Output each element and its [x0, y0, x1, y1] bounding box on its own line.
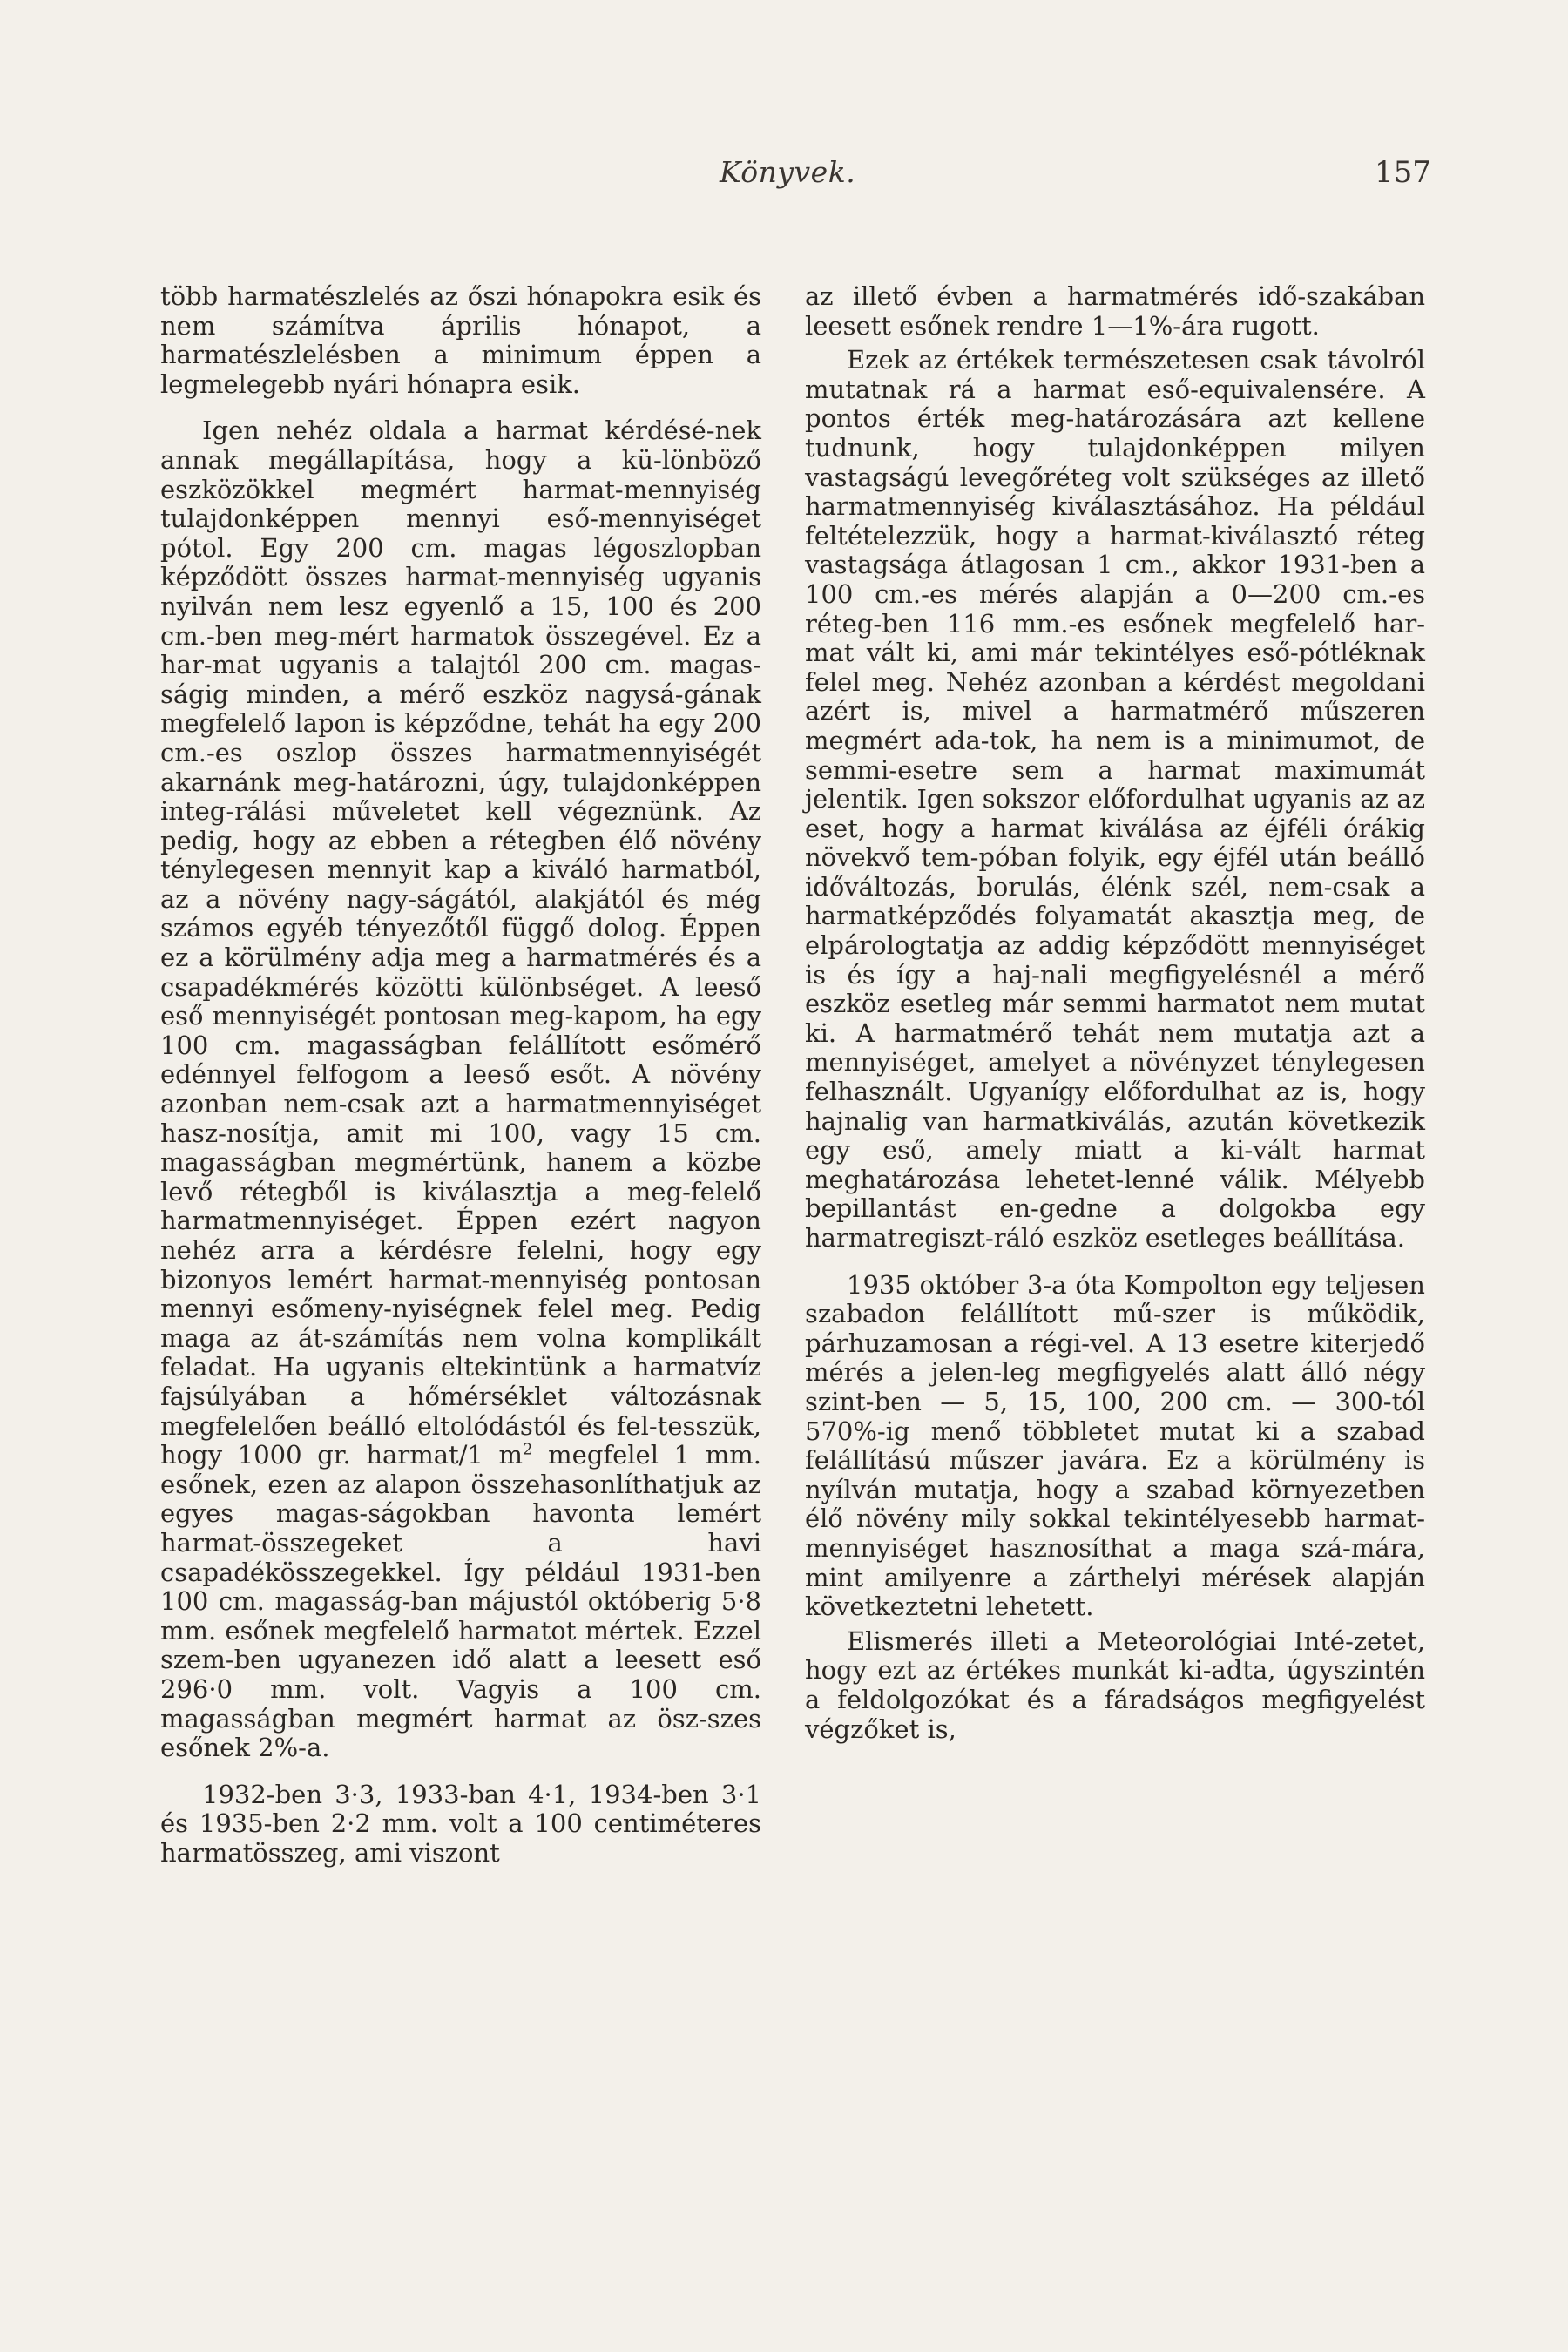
right-column: [805, 282, 1425, 1744]
left-paragraph-1: több harmatészlelés az őszi hónapokra esik és nem számítva április hónapot, a harmatészlelésben a minimum éppen a legmelegebb nyári hónapra esik.: [160, 281, 761, 399]
right-paragraph-1: az illető évben a harmatmérés idő-szakában leesett esőnek rendre 1—1%-ára rugott.: [805, 281, 1425, 341]
running-title: Könyvek.: [720, 155, 856, 189]
left-paragraph-2: [160, 416, 761, 1762]
left-paragraph-3: 1932-ben 3·3, 1933-ban 4·1, 1934-ben 3·1 és 1935-ben 2·2 mm. volt a 100 centiméteres harmatösszeg, ami viszont: [160, 1779, 761, 1868]
right-paragraph-4: Elismerés illeti a Meteorológiai Inté-zetet, hogy ezt az értékes munkát ki-adta, úgyszintén a feldolgozókat és a fáradságos megfigyelést végzőket is,: [805, 1625, 1425, 1744]
right-paragraph-3: 1935 október 3-a óta Kompolton egy teljesen szabadon felállított mű-szer is működik, párhuzamosan a régi-vel. A 13 esetre kiterjedő mérés a jelen-leg megfigyelés alatt álló négy szint-ben — 5, 15, 100, 200 cm. — 300-tól 570%-ig menő többletet mutat ki a szabad felállítású műszer javára. Ez a körülmény is nyílván mutatja, hogy a szabad környezetben élő növény mily sokkal tekintélyesebb harmat-mennyiséget hasznosíthat a maga szá-mára, mint amilyenre a zárthelyi mérések alapján következtetni lehetett.: [805, 1269, 1425, 1622]
superscript-2: 2: [523, 1440, 533, 1459]
right-paragraph-2: Ezek az értékek természetesen csak távolról mutatnak rá a harmat eső-equivalensére. A pontos érték meg-határozására azt kellene tudnunk, hogy tulajdonképpen milyen vastagságú levegőréteg volt szükséges az illető harmatmennyiség kiválasztásához. Ha például feltételezzük, hogy a harmat-kiválasztó réteg vastagsága átlagosan 1 cm., akkor 1931-ben a 100 cm.-es mérés alapján a 0—200 cm.-es réteg-ben 116 mm.-es esőnek megfelelő har-mat vált ki, ami már tekintélyes eső-pótléknak felel meg. Nehéz azonban a kérdést megoldani azért is, mivel a harmatmérő műszeren megmért ada-tok, ha nem is a minimumot, de semmi-esetre sem a harmat maximumát jelentik. Igen sokszor előfordulhat ugyanis az az eset, hogy a harmat kiválása az éjféli órákig növekvő tem-póban folyik, egy éjfél után beálló időváltozás, borulás, élénk szél, nem-csak a harmatképződés folyamatát akasztja meg, de elpárologtatja az addig képződött mennyiséget is és így a haj-nali megfigyelésnél a mérő eszköz esetleg már semmi harmatot nem mutat ki. A harmatmérő tehát nem mutatja azt a mennyiséget, amelyet a növényzet ténylegesen felhasznált. Ugyanígy előfordulhat az is, hogy hajnalig van harmatkiválás, azután következik egy eső, amely miatt a ki-vált harmat meghatározása lehetet-lenné válik. Mélyebb bepillantást en-gedne a dolgokba egy harmatregiszt-ráló eszköz esetleges beállítása.: [805, 345, 1425, 1253]
page-number: 157: [1375, 155, 1431, 190]
left-paragraph-2-text: Igen nehéz oldala a harmat kérdésé-nek annak megállapítása, hogy a kü-lönböző eszközökkel megmért harmat-mennyiség tulajdonképpen mennyi eső-mennyiséget pótol. Egy 200 cm. magas légoszlopban képződött összes harmat-mennyiség ugyanis nyilván nem lesz egyenlő a 15, 100 és 200 cm.-ben meg-mért harmatok összegével. Ez a har-mat ugyanis a talajtól 200 cm. magas-ságig minden, a mérő eszköz nagysá-gának megfelelő lapon is képződne, tehát ha egy 200 cm.-es oszlop összes harmatmennyiségét akarnánk meg-határozni, úgy, tulajdonképpen integ-rálási műveletet kell végeznünk. Az pedig, hogy az ebben a rétegben élő növény ténylegesen mennyit kap a kiváló harmatból, az a növény nagy-ságától, alakjától és még számos egyéb tényezőtől függő dolog. Éppen ez a körülmény adja meg a harmatmérés és a csapadékmérés közötti különbséget. A leeső eső mennyiségét pontosan meg-kapom, ha egy 100 cm. magasságban felállított esőmérő edénnyel felfogom a leeső esőt. A növény azonban nem-csak azt a harmatmennyiséget hasz-nosítja, amit mi 100, vagy 15 cm. magasságban megmértünk, hanem a közbe levő rétegből is kiválasztja a meg-felelő harmatmennyiséget. Éppen ezért nagyon nehéz arra a kérdésre felelni, hogy egy bizonyos lemért harmat-mennyiség pontosan mennyi esőmeny-nyiségnek felel meg. Pedig maga az át-számítás nem volna komplikált feladat. Ha ugyanis eltekintünk a harmatvíz fajsúlyában a hőmérséklet változásnak megfelelően beálló eltolódástól és fel-tesszük, hogy 1000 gr. harmat/1 m: [160, 416, 761, 1470]
left-paragraph-2-tail: megfelel 1 mm. esőnek, ezen az alapon összehasonlíthatjuk az egyes magas-ságokban havonta lemért harmat-összegeket a havi csapadékösszegekkel. Így például 1931-ben 100 cm. magasság-ban májustól októberig 5·8 mm. esőnek megfelelő harmatot mértek. Ezzel szem-ben ugyanezen idő alatt a leesett eső 296·0 mm. volt. Vagyis a 100 cm. magasságban megmért harmat az ösz-szes esőnek 2%-a.: [160, 1440, 761, 1763]
page-header: [0, 155, 1568, 199]
left-column: [160, 282, 761, 1868]
